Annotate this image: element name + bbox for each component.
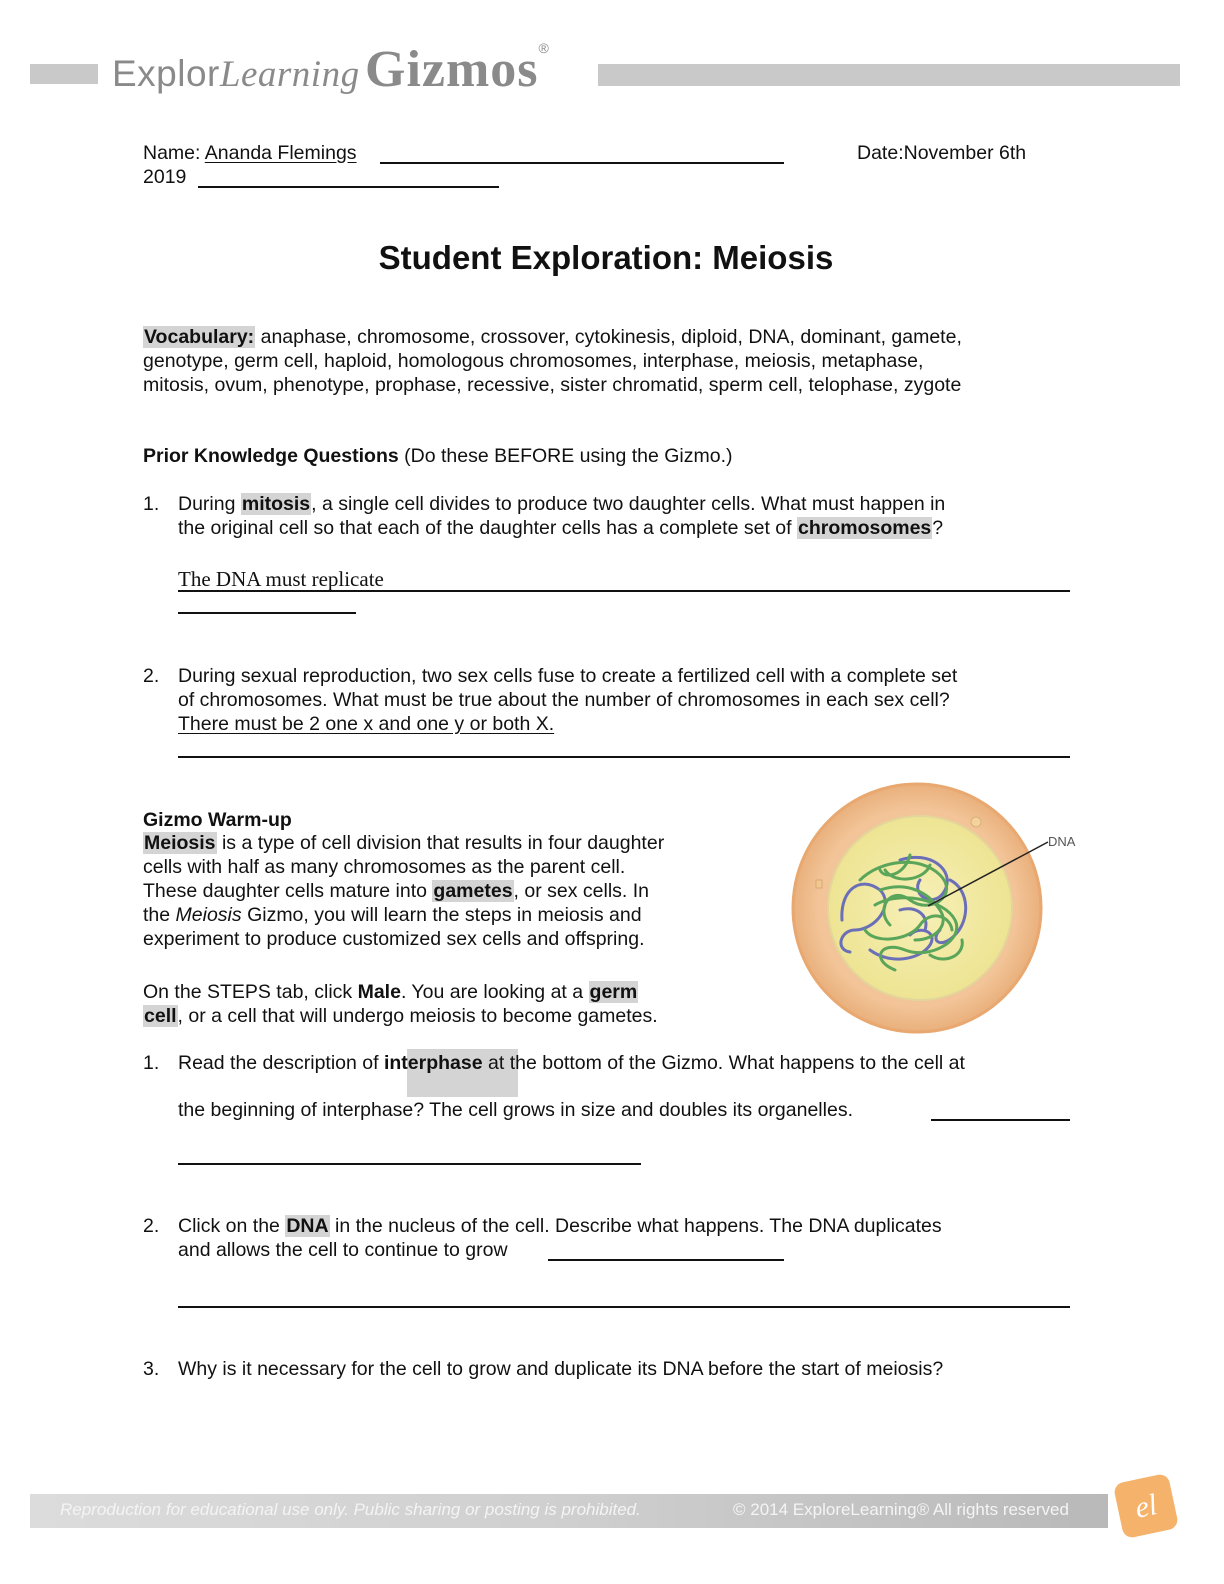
- warmup-p1-l4-italic: Meiosis: [175, 904, 242, 926]
- vocabulary-line-3: mitosis, ovum, phenotype, prophase, recessive, sister chromatid, sperm cell, telophase, zygote: [143, 374, 962, 396]
- pk-q2-line-1: During sexual reproduction, two sex cells fuse to create a fertilized cell with a complete set: [178, 665, 958, 687]
- wq1-number: 1.: [143, 1052, 160, 1074]
- wq1-answer-line-2: [178, 1163, 641, 1165]
- pk-q1-line-1: [178, 492, 945, 516]
- pk-q1-mid: , a single cell divides to produce two daughter cells. What must happen in: [311, 493, 946, 515]
- warmup-p2-line-2: [143, 1004, 658, 1028]
- term-gametes: gametes: [433, 880, 513, 902]
- date-label: Date:: [857, 142, 904, 164]
- pk-q1-answer-line-1: [178, 590, 1070, 592]
- name-row: [143, 141, 357, 165]
- pk-q1-line2-pre: the original cell so that each of the daughter cells has a complete set of: [178, 517, 792, 539]
- germ-cell-figure: [780, 780, 1090, 1040]
- term-interphase: interphase: [383, 1052, 483, 1074]
- vocabulary-line-2: genotype, germ cell, haploid, homologous chromosomes, interphase, meiosis, metaphase,: [143, 350, 924, 372]
- wq1-post: at the bottom of the Gizmo. What happens to the cell at: [488, 1052, 965, 1074]
- wq1-line-2: the beginning of interphase? The cell grows in size and doubles its organelles.: [178, 1099, 853, 1121]
- male-label: Male: [357, 981, 401, 1003]
- warmup-p1-l4-pre: the: [143, 904, 171, 926]
- page-title: Student Exploration: Meiosis: [378, 239, 834, 276]
- pk-q2-number: 2.: [143, 665, 160, 687]
- wq2-line-1: [178, 1214, 942, 1238]
- wq3-text: Why is it necessary for the cell to grow and duplicate its DNA before the start of meiosis?: [178, 1358, 944, 1380]
- name-label: Name:: [143, 142, 201, 164]
- warmup-p1-line-5: experiment to produce customized sex cells and offspring.: [143, 928, 645, 950]
- pk-q1-end: ?: [932, 517, 944, 539]
- term-chromosomes: chromosomes: [797, 517, 932, 539]
- warmup-p2-mid: . You are looking at a: [400, 981, 584, 1003]
- vocabulary-line-1: [143, 325, 962, 349]
- date-underline: [198, 186, 499, 188]
- term-dna: DNA: [286, 1215, 329, 1237]
- vocabulary-text-1: anaphase, chromosome, crossover, cytokinesis, diploid, DNA, dominant, gamete,: [260, 326, 962, 348]
- warmup-p2-pre: On the STEPS tab, click: [143, 981, 353, 1003]
- pk-q1-number: 1.: [143, 493, 160, 515]
- date-row: [857, 141, 1026, 165]
- term-meiosis: Meiosis: [144, 832, 216, 854]
- wq2-pre: Click on the: [178, 1215, 280, 1237]
- prior-knowledge-subtitle: (Do these BEFORE using the Gizmo.): [404, 445, 733, 467]
- term-mitosis: mitosis: [241, 493, 311, 515]
- warmup-heading: Gizmo Warm-up: [143, 809, 292, 831]
- term-germ: germ: [589, 981, 638, 1003]
- brand-learning: Learning: [219, 54, 360, 95]
- cell-nucleus: [828, 816, 1012, 1000]
- organelle-1: [816, 880, 822, 888]
- warmup-p1-line-3: [143, 879, 649, 903]
- warmup-p2-end: , or a cell that will undergo meiosis to become gametes.: [177, 1005, 658, 1027]
- footer-copyright: © 2014 ExploreLearning® All rights reserved: [733, 1500, 1069, 1519]
- pk-q1-line-2: [178, 516, 943, 540]
- dna-figure-label: DNA: [1048, 834, 1076, 849]
- wq2-line-2: and allows the cell to continue to grow: [178, 1239, 508, 1261]
- prior-knowledge-heading: [143, 444, 733, 468]
- brand-gizmos: Gizmos: [365, 41, 539, 98]
- brand-logo: [112, 40, 549, 99]
- warmup-p1-l3-post: , or sex cells. In: [513, 880, 650, 902]
- wq2-post: in the nucleus of the cell. Describe what happens. The DNA duplicates: [334, 1215, 942, 1237]
- pk-q2-answer: There must be 2 one x and one y or both X.: [178, 713, 555, 735]
- pk-q2-line-2: of chromosomes. What must be true about the number of chromosomes in each sex cell?: [178, 689, 950, 711]
- pk-q1-answer: The DNA must replicate: [178, 567, 384, 591]
- wq3-number: 3.: [143, 1358, 160, 1380]
- wq2-answer-line-2: [178, 1306, 1070, 1308]
- date-year: 2019: [143, 166, 187, 188]
- warmup-p1-line-1: [143, 831, 664, 855]
- warmup-p2-line-1: [143, 980, 638, 1004]
- term-cell: cell: [144, 1005, 177, 1027]
- prior-knowledge-title: Prior Knowledge Questions: [143, 445, 399, 467]
- warmup-p1-l4-post: Gizmo, you will learn the steps in meiosis and: [247, 904, 642, 926]
- name-underline: [380, 162, 784, 164]
- logo-text: el: [1132, 1488, 1161, 1525]
- header-bar-right: [598, 64, 1180, 86]
- warmup-p1-line-2: cells with half as many chromosomes as the parent cell.: [143, 856, 626, 878]
- brand-registered: ®: [538, 40, 549, 56]
- warmup-p1-l3-pre: These daughter cells mature into: [143, 880, 427, 902]
- wq2-number: 2.: [143, 1215, 160, 1237]
- explorelearning-logo: [1106, 1466, 1186, 1546]
- wq2-answer-line-1: [548, 1259, 784, 1261]
- wq1-answer-line-1: [931, 1119, 1070, 1121]
- pk-q1-answer-line-2: [178, 612, 356, 614]
- warmup-p1-text-1: is a type of cell division that results in four daughter: [221, 832, 665, 854]
- wq1-line-1: [178, 1051, 965, 1075]
- brand-explore: Explor: [112, 53, 220, 94]
- pk-q1-pre: During: [178, 493, 236, 515]
- name-value: Ananda Flemings: [204, 142, 357, 164]
- header-bar-left: [30, 64, 98, 84]
- organelle-2: [971, 817, 981, 827]
- vocabulary-label: Vocabulary:: [144, 326, 255, 348]
- footer-disclaimer: Reproduction for educational use only. Public sharing or posting is prohibited.: [60, 1500, 641, 1519]
- pk-q2-answer-line: [178, 756, 1070, 758]
- date-value: November 6th: [903, 142, 1027, 164]
- wq1-pre: Read the description of: [178, 1052, 379, 1074]
- warmup-p1-line-4: [143, 903, 642, 927]
